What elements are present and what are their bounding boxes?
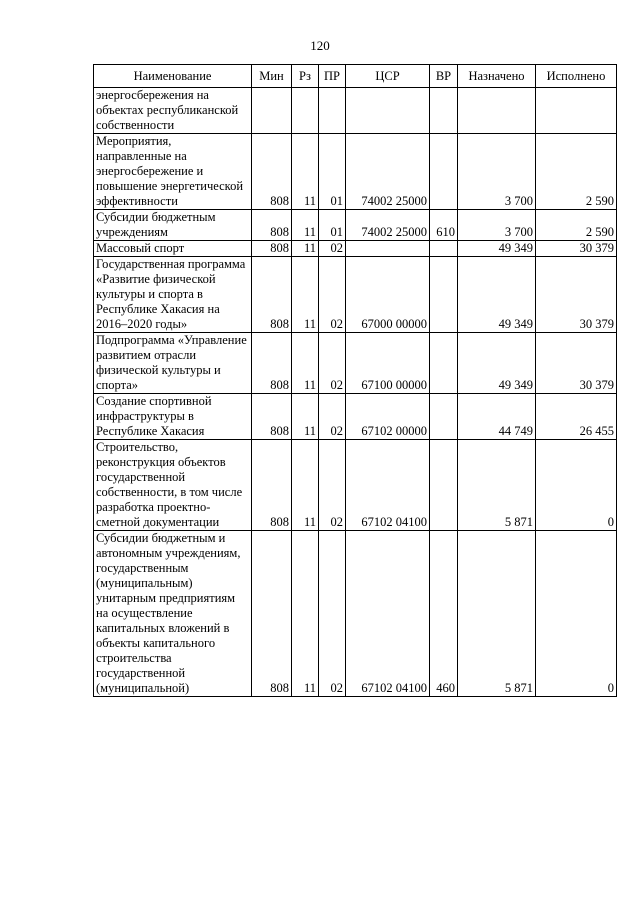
cell-min: 808 <box>252 394 292 440</box>
cell-rz <box>292 88 319 134</box>
cell-planned: 44 749 <box>458 394 536 440</box>
cell-min: 808 <box>252 257 292 333</box>
cell-executed: 0 <box>536 440 617 531</box>
cell-csr: 67100 00000 <box>346 333 430 394</box>
cell-vr: 610 <box>430 210 458 241</box>
header-name: Наименование <box>94 65 252 88</box>
cell-rz: 11 <box>292 333 319 394</box>
cell-vr: 460 <box>430 531 458 697</box>
cell-min: 808 <box>252 333 292 394</box>
cell-executed: 30 379 <box>536 257 617 333</box>
header-rz: Рз <box>292 65 319 88</box>
cell-rz: 11 <box>292 394 319 440</box>
budget-table <box>93 64 617 697</box>
table-row <box>94 333 617 394</box>
cell-vr <box>430 394 458 440</box>
cell-min: 808 <box>252 134 292 210</box>
cell-pr: 01 <box>319 210 346 241</box>
cell-rz: 11 <box>292 257 319 333</box>
cell-name: Строительство, реконструкция объектов государственной собственности, в том числе разработка проектно-сметной документации <box>94 440 252 531</box>
cell-executed: 0 <box>536 531 617 697</box>
cell-name: Субсидии бюджетным и автономным учреждениям, государственным (муниципальным) унитарным предприятиям на осуществление капитальных вложений в объекты капитального строительства государственной (муниципальной) <box>94 531 252 697</box>
cell-pr: 02 <box>319 257 346 333</box>
cell-planned: 5 871 <box>458 440 536 531</box>
cell-executed: 2 590 <box>536 210 617 241</box>
cell-pr: 01 <box>319 134 346 210</box>
cell-min: 808 <box>252 531 292 697</box>
cell-pr: 02 <box>319 531 346 697</box>
cell-min: 808 <box>252 210 292 241</box>
cell-vr <box>430 440 458 531</box>
cell-executed: 2 590 <box>536 134 617 210</box>
header-planned: Назначено <box>458 65 536 88</box>
cell-rz: 11 <box>292 210 319 241</box>
cell-min: 808 <box>252 440 292 531</box>
cell-executed <box>536 88 617 134</box>
cell-min: 808 <box>252 241 292 257</box>
cell-pr <box>319 88 346 134</box>
cell-name: Субсидии бюджетным учреждениям <box>94 210 252 241</box>
cell-csr <box>346 241 430 257</box>
cell-name: Государственная программа «Развитие физической культуры и спорта в Республике Хакасия на 2016–2020 годы» <box>94 257 252 333</box>
cell-pr: 02 <box>319 333 346 394</box>
cell-name: Массовый спорт <box>94 241 252 257</box>
cell-csr: 74002 25000 <box>346 134 430 210</box>
cell-pr: 02 <box>319 440 346 531</box>
table-row <box>94 394 617 440</box>
table-row <box>94 134 617 210</box>
cell-name: Мероприятия, направленные на энергосбережение и повышение энергетической эффективности <box>94 134 252 210</box>
cell-rz: 11 <box>292 134 319 210</box>
cell-planned: 3 700 <box>458 134 536 210</box>
table-row <box>94 440 617 531</box>
cell-rz: 11 <box>292 440 319 531</box>
cell-name: энергосбережения на объектах республиканской собственности <box>94 88 252 134</box>
cell-vr <box>430 88 458 134</box>
cell-executed: 26 455 <box>536 394 617 440</box>
cell-executed: 30 379 <box>536 333 617 394</box>
cell-planned: 49 349 <box>458 257 536 333</box>
header-min: Мин <box>252 65 292 88</box>
cell-planned <box>458 88 536 134</box>
table-row <box>94 210 617 241</box>
cell-rz: 11 <box>292 531 319 697</box>
cell-planned: 5 871 <box>458 531 536 697</box>
header-vr: ВР <box>430 65 458 88</box>
header-row <box>94 65 617 88</box>
cell-csr: 74002 25000 <box>346 210 430 241</box>
cell-pr: 02 <box>319 394 346 440</box>
cell-name: Подпрограмма «Управление развитием отрасли физической культуры и спорта» <box>94 333 252 394</box>
table-row <box>94 241 617 257</box>
cell-name: Создание спортивной инфраструктуры в Республике Хакасия <box>94 394 252 440</box>
cell-vr <box>430 134 458 210</box>
header-csr: ЦСР <box>346 65 430 88</box>
table-row <box>94 88 617 134</box>
cell-planned: 49 349 <box>458 333 536 394</box>
table-body <box>94 88 617 697</box>
cell-rz: 11 <box>292 241 319 257</box>
cell-executed: 30 379 <box>536 241 617 257</box>
cell-planned: 3 700 <box>458 210 536 241</box>
cell-csr: 67102 00000 <box>346 394 430 440</box>
cell-planned: 49 349 <box>458 241 536 257</box>
header-executed: Исполнено <box>536 65 617 88</box>
cell-pr: 02 <box>319 241 346 257</box>
cell-vr <box>430 257 458 333</box>
cell-csr: 67000 00000 <box>346 257 430 333</box>
table-row <box>94 531 617 697</box>
header-pr: ПР <box>319 65 346 88</box>
table-header <box>94 65 617 88</box>
cell-csr: 67102 04100 <box>346 440 430 531</box>
cell-min <box>252 88 292 134</box>
table-row <box>94 257 617 333</box>
cell-csr <box>346 88 430 134</box>
cell-csr: 67102 04100 <box>346 531 430 697</box>
cell-vr <box>430 333 458 394</box>
page-number: 120 <box>310 38 330 53</box>
cell-vr <box>430 241 458 257</box>
